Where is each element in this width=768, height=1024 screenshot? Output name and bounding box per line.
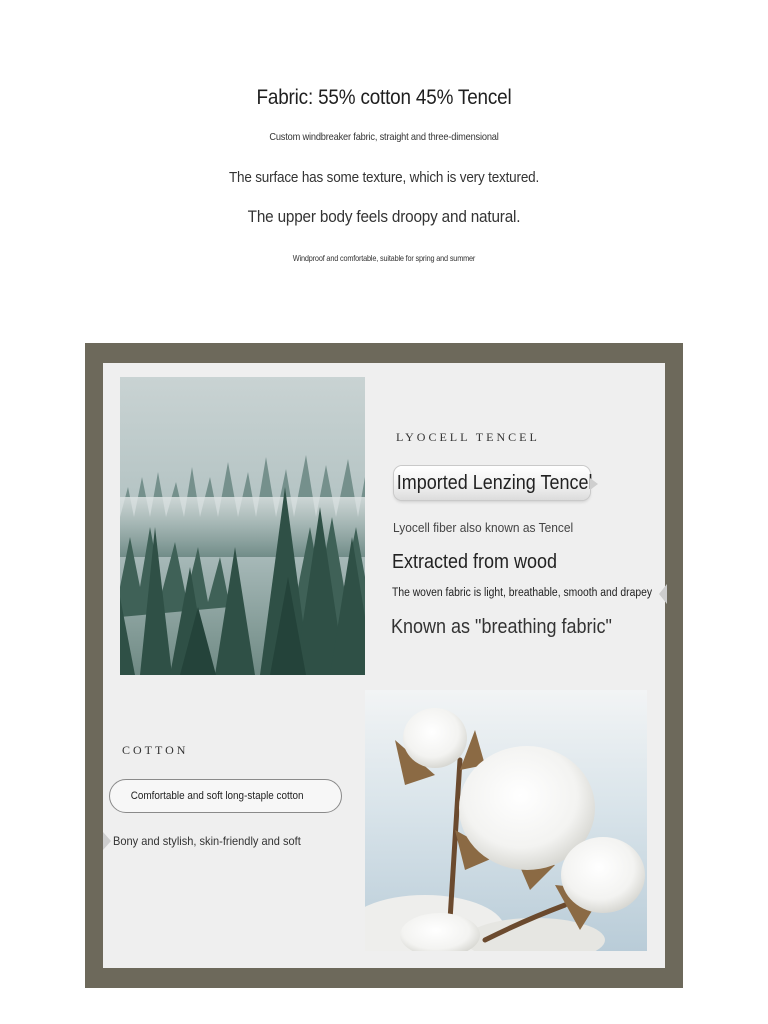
lyocell-tencel-heading: LYOCELL TENCEL [396,430,540,444]
cotton-description: Bony and stylish, skin-friendly and soft [113,834,301,848]
cotton-badge [109,779,342,813]
left-pointer-icon [103,832,111,850]
cotton-heading: COTTON [122,743,189,757]
cotton-badge-label: Comfortable and soft long-staple cotton [130,790,304,802]
woven-fabric-text: The woven fabric is light, breathable, smooth and drapey [392,587,653,599]
fabric-composition: Fabric: 55% cotton 45% Tencel [256,86,512,109]
tencel-badge-label: Imported Lenzing Tencel [396,472,593,494]
custom-fabric-note: Custom windbreaker fabric, straight and three-dimensional [269,131,499,143]
upper-body-note: The upper body feels droopy and natural. [247,207,521,226]
windproof-note: Windproof and comfortable, suitable for spring and summer [292,253,476,263]
lyocell-description: Lyocell fiber also known as Tencel [393,520,574,535]
surface-texture-note: The surface has some texture, which is very textured. [228,169,540,186]
right-pointer-icon [659,584,667,604]
forest-image [120,377,365,675]
cotton-boll-image [365,690,647,951]
tencel-badge [394,466,593,500]
wood-origin-text: Extracted from wood [392,551,558,573]
breathing-fabric-text: Known as "breathing fabric" [391,616,612,638]
